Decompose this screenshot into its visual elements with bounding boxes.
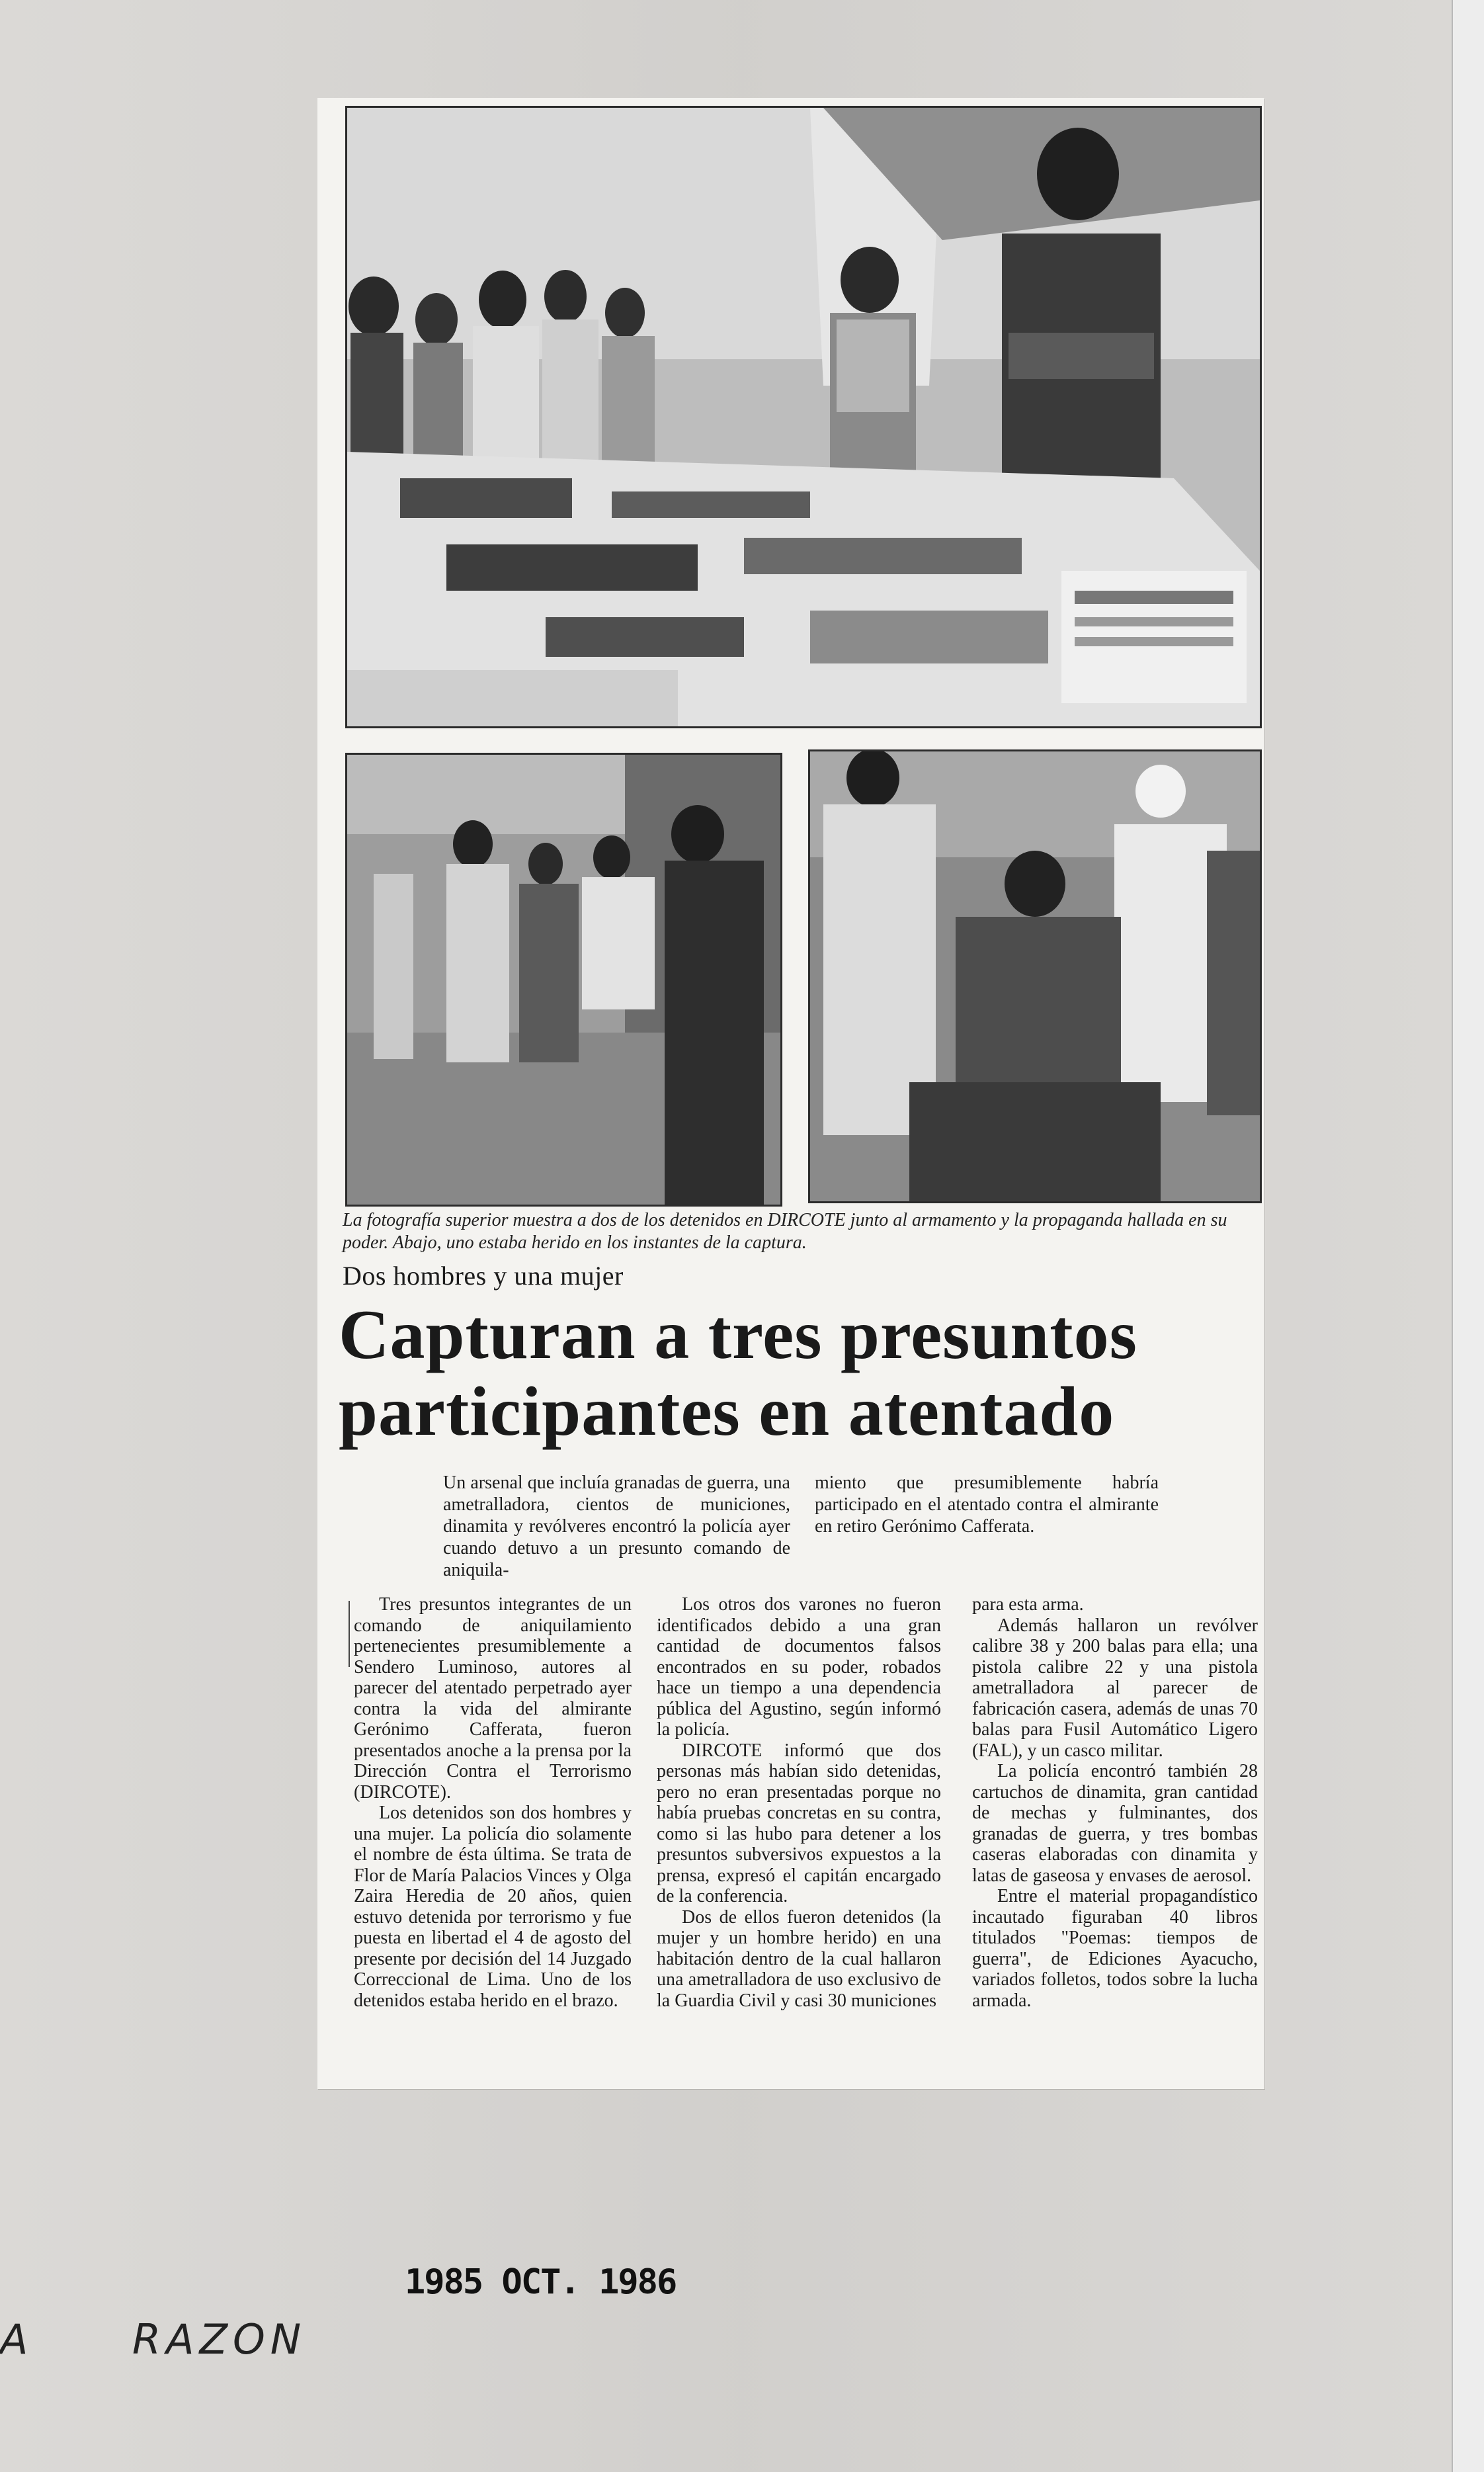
article-column-3 bbox=[972, 1594, 1258, 2011]
photo-detainees-escorted bbox=[347, 755, 780, 1205]
handwritten-letter: A bbox=[0, 2315, 34, 2364]
col3-paragraph-2: La policía encontró también 28 cartuchos de dinamita, gran cantidad de mechas y fulminantes, dos granadas de guerra, y tres bombas caseras elaboradas con dinamita y latas de gaseosa y envases de aerosol. bbox=[972, 1761, 1258, 1886]
column-rule bbox=[349, 1601, 350, 1667]
article-column-2 bbox=[657, 1594, 941, 2011]
col2-paragraph-3: Dos de ellos fueron detenidos (la mujer y un hombre herido) en una habitación dentro de la cual hallaron una ametralladora de uso exclusivo de la Guardia Civil y casi 30 municiones bbox=[657, 1906, 941, 2011]
article-column-1 bbox=[354, 1594, 632, 2011]
photo-wounded-detainee-capture bbox=[810, 751, 1260, 1201]
top-photo bbox=[345, 106, 1262, 728]
col3-paragraph-1: Además hallaron un revólver calibre 38 y 200 balas para ella; una pistola calibre 22 y una pistola ametralladora al parecer de fabricación casera, además de unas 70 balas para Fusil Automático Ligero (FAL), y un casco militar. bbox=[972, 1615, 1258, 1761]
col2-paragraph-2: DIRCOTE informó que dos personas más habían sido detenidas, pero no eran presentadas porque no había pruebas concretas en su contra, como si las hubo para detener a los presuntos subversivos expuestos a la prensa, expresó el capitán encargado de la conferencia. bbox=[657, 1740, 941, 1906]
headline bbox=[339, 1297, 1264, 1450]
photo-caption: La fotografía superior muestra a dos de los detenidos en DIRCOTE junto al armamento y la propaganda hallada en su poder. Abajo, uno estaba herido en los instantes de la captura. bbox=[343, 1210, 1227, 1253]
col3-paragraph-3: Entre el material propagandístico incautado figuraban 40 libros titulados "Poemas: tiempos de guerra", de Ediciones Ayacucho, variados folletos, todos sobre la lucha armada. bbox=[972, 1886, 1258, 2011]
lead-right: miento que presumiblemente habría participado en el atentado contra el almirante en retiro Gerónimo Cafferata. bbox=[815, 1472, 1159, 1537]
handwritten-source: RAZON bbox=[132, 2315, 307, 2364]
photo-detainees-with-arsenal bbox=[347, 108, 1260, 726]
headline-line-2: participantes en atentado bbox=[339, 1373, 1115, 1450]
bottom-left-photo bbox=[345, 753, 782, 1207]
col3-continuation: para esta arma. bbox=[972, 1594, 1084, 1615]
col1-paragraph-1: Tres presuntos integrantes de un comando de aniquilamiento pertenecientes presumiblemente a Sendero Luminoso, autores al parecer del atentado perpetrado ayer contra la vida del almirante Gerónimo Cafferata, fueron presentados anoche a la prensa por la Dirección Contra el Terrorismo (DIRCOTE). bbox=[354, 1594, 632, 1803]
lead-left: Un arsenal que incluía granadas de guerra, una ametralladora, cientos de municiones, dinamita y revólveres encontró la policía ayer cuando detuvo a un presunto comando de aniquila- bbox=[443, 1472, 790, 1580]
bottom-right-photo bbox=[808, 749, 1262, 1203]
headline-line-1: Capturan a tres presuntos bbox=[339, 1296, 1137, 1373]
headline-kicker: Dos hombres y una mujer bbox=[343, 1261, 624, 1291]
col1-paragraph-2: Los detenidos son dos hombres y una mujer. La policía dio solamente el nombre de ésta última. Se trata de Flor de María Palacios Vinces y Olga Zaira Heredia de 20 años, quien estuvo detenida por terrorismo y fue puesta en libertad el 4 de agosto del presente por decisión del 14 Juzgado Correccional de Lima. Uno de los detenidos estaba herido en el brazo. bbox=[354, 1803, 632, 2011]
scanner-edge-strip bbox=[1452, 0, 1484, 2472]
date-stamp: 1985 OCT. 1986 bbox=[405, 2262, 677, 2302]
col2-paragraph-1: Los otros dos varones no fueron identificados debido a una gran cantidad de documentos falsos encontrados en su poder, robados hace un tiempo a una dependencia pública del Agustino, según informó la policía. bbox=[657, 1594, 941, 1740]
